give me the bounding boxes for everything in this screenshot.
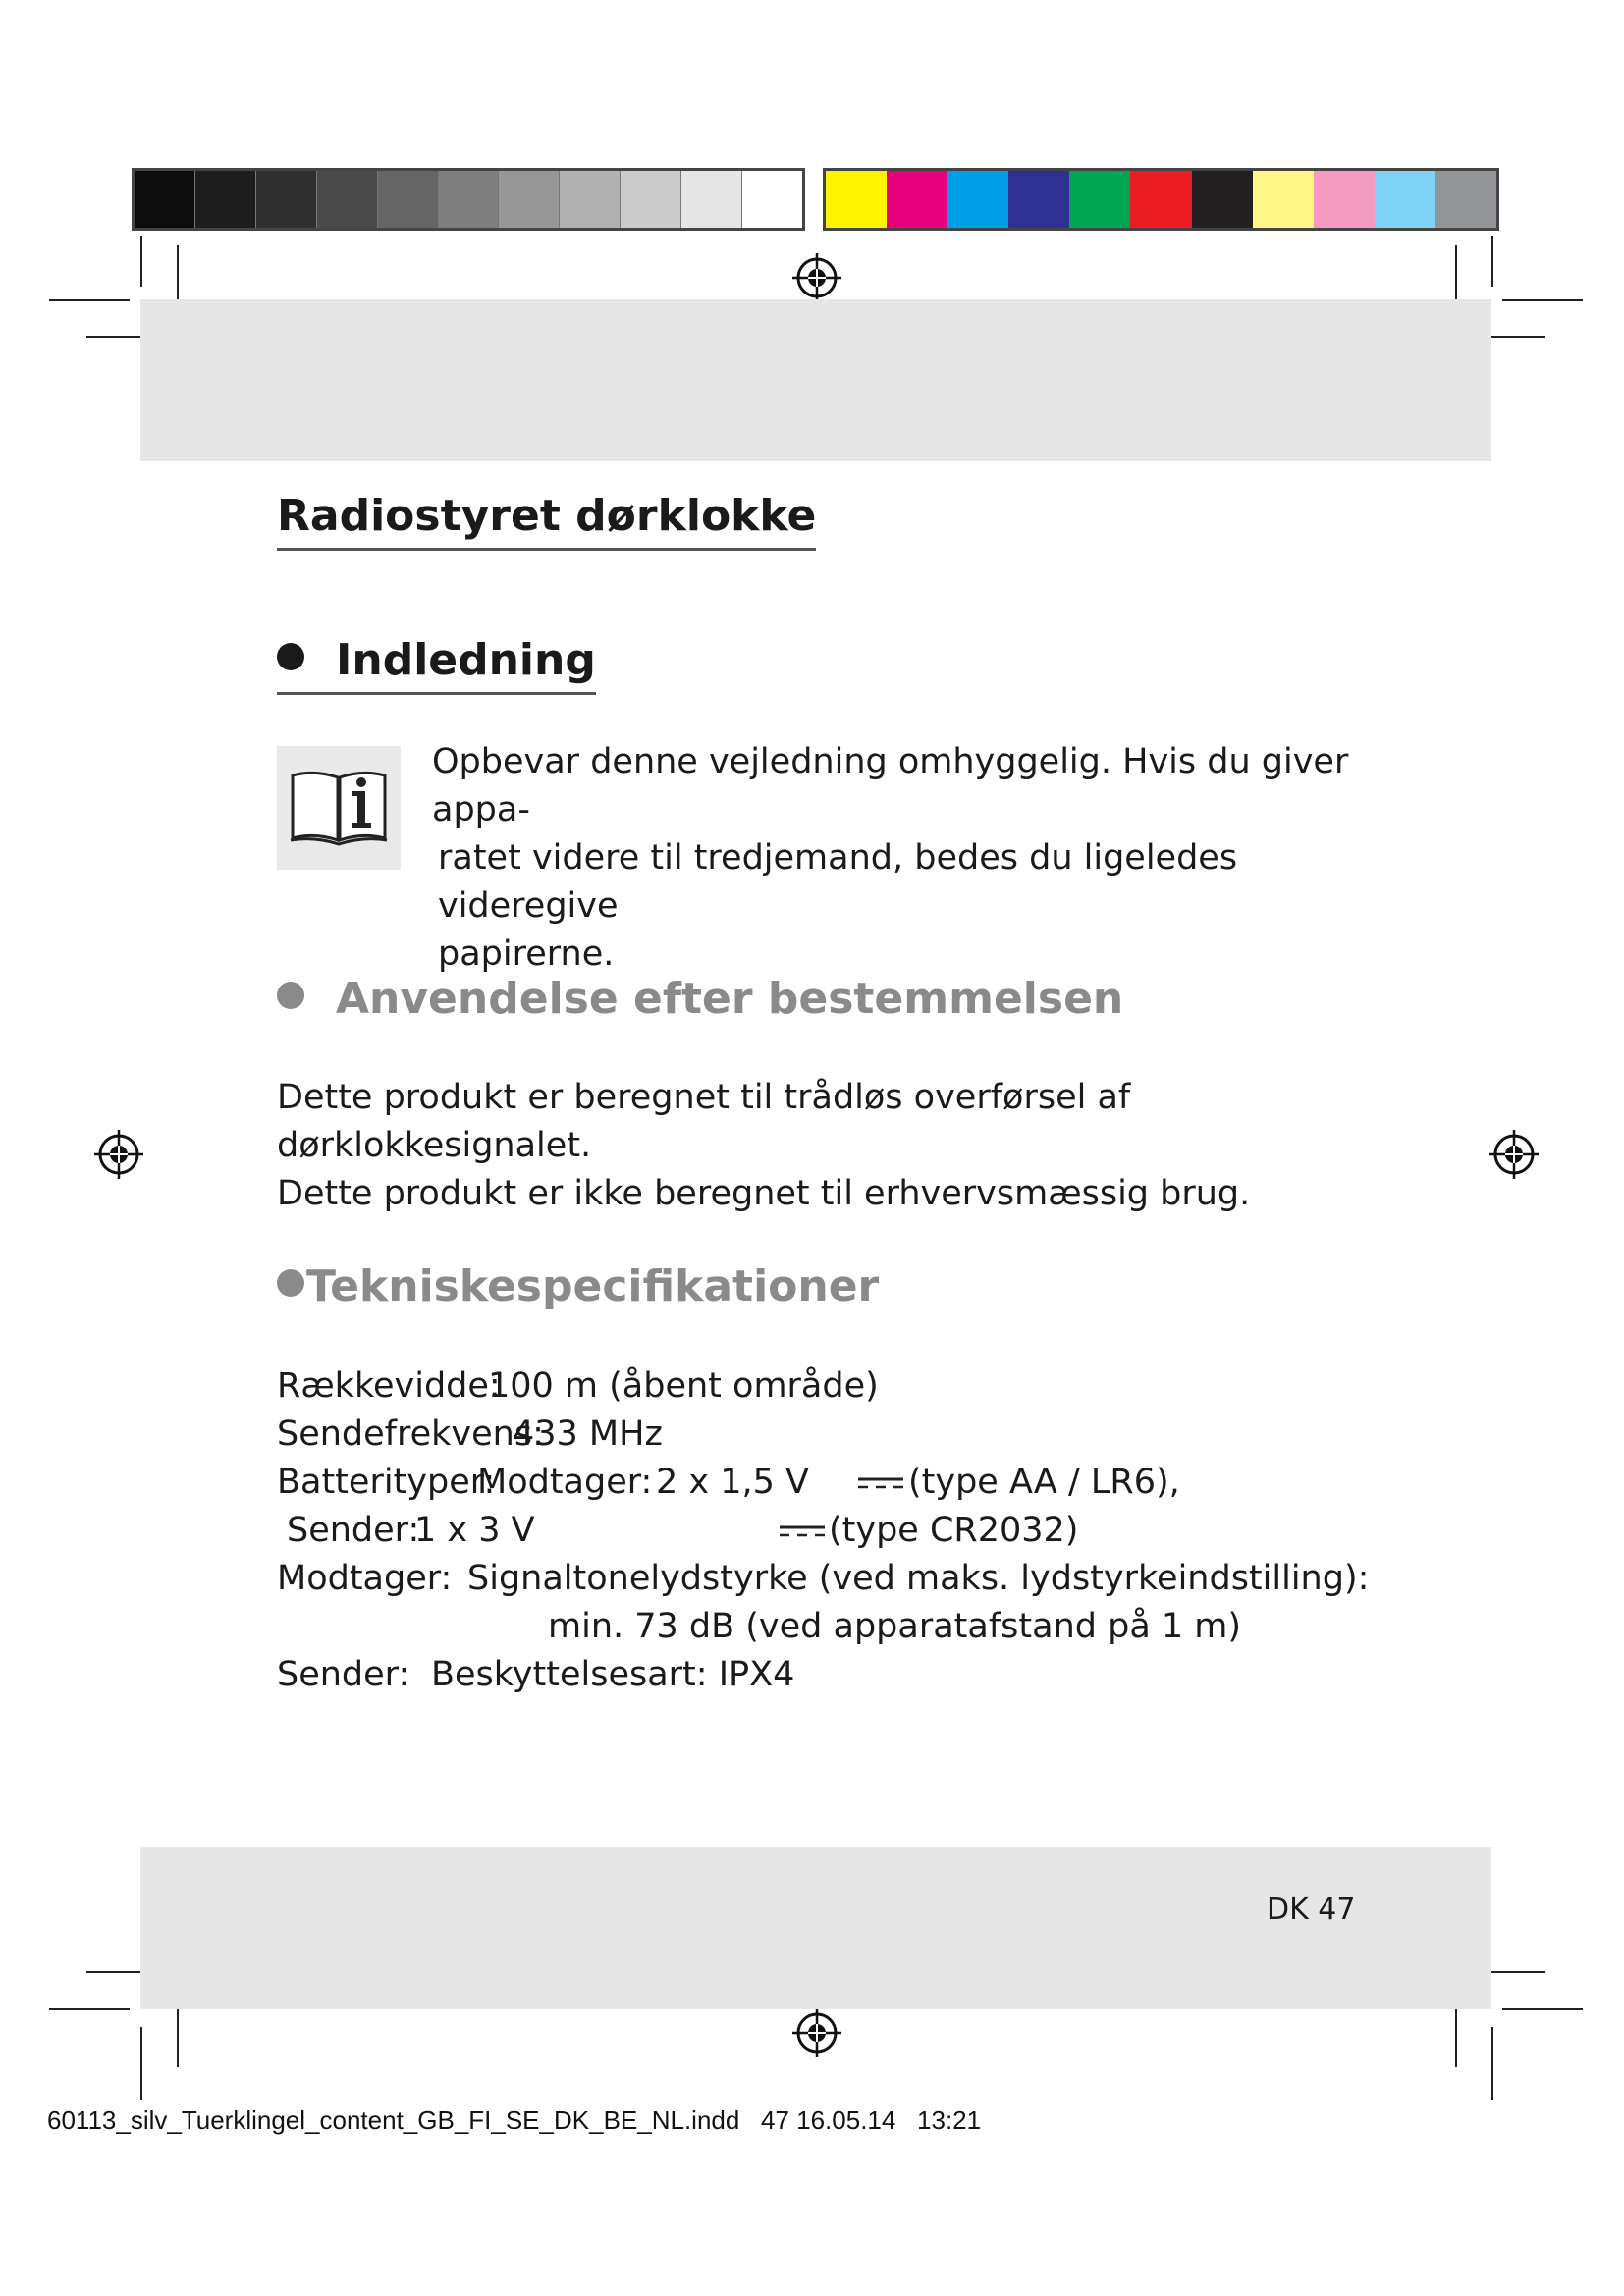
color-swatch — [947, 171, 1008, 228]
spec-sublabel: Modtager: — [477, 1463, 653, 1502]
spec-value: 1 x 3 V — [414, 1511, 535, 1550]
text-line: Dette produkt er ikke beregnet til erhvervsmæssig brug. — [277, 1174, 1251, 1213]
spec-label: Rækkevidde: — [277, 1366, 501, 1406]
crop-mark — [1491, 236, 1493, 287]
spec-value: 433 MHz — [513, 1415, 663, 1454]
color-swatch — [741, 171, 802, 228]
spec-value: 2 x 1,5 V — [656, 1463, 809, 1502]
color-swatch — [498, 171, 559, 228]
color-swatch — [559, 171, 620, 228]
section-heading-usage — [277, 972, 1123, 1027]
intro-paragraph — [432, 738, 1355, 979]
color-swatch — [255, 171, 316, 228]
crop-mark — [49, 2008, 130, 2010]
color-swatch — [620, 171, 680, 228]
text-line: Dette produkt er beregnet til trådløs overførsel af dørklokkesignalet. — [277, 1078, 1131, 1165]
color-swatch — [1008, 171, 1069, 228]
color-swatch — [1130, 171, 1191, 228]
usage-paragraph — [277, 1074, 1406, 1218]
text-line: Opbevar denne vejledning omhyggelig. Hvis du giver appa- — [432, 742, 1349, 829]
section-heading-intro — [277, 633, 596, 695]
color-swatch — [1314, 171, 1375, 228]
color-swatch — [316, 171, 377, 228]
text-line: ratet videre til tredjemand, bedes du ligeledes videregive — [438, 838, 1238, 926]
bullet-icon — [277, 982, 304, 1009]
spec-row-receiver-volume — [277, 1555, 1406, 1603]
spec-row-range — [277, 1362, 1406, 1411]
crop-mark — [177, 2002, 179, 2067]
spec-label: Modtager: — [277, 1559, 453, 1598]
crop-mark — [140, 236, 142, 287]
crop-mark — [49, 299, 130, 301]
registration-mark-icon — [790, 251, 843, 304]
section-heading-intro-label: Indledning — [336, 635, 596, 685]
spec-label: Sendefrekvens: — [277, 1415, 544, 1454]
crop-mark — [140, 2027, 142, 2100]
page-title: Radiostyret dørklokke — [277, 489, 816, 551]
color-control-bar — [823, 168, 1499, 231]
spec-value: Signaltonelydstyrke (ved maks. lydstyrkeindstilling): — [467, 1559, 1370, 1598]
crop-mark — [1491, 2027, 1493, 2100]
color-swatch — [826, 171, 887, 228]
crop-mark — [1455, 2002, 1457, 2067]
color-swatch — [1192, 171, 1253, 228]
section-heading-usage-label: Anvendelse efter bestemmelsen — [336, 974, 1124, 1024]
color-swatch — [1069, 171, 1130, 228]
spec-label: Batterityper: — [277, 1463, 496, 1502]
spec-value: min. 73 dB (ved apparatafstand på 1 m) — [548, 1607, 1242, 1646]
header-band — [140, 299, 1491, 461]
spec-row-battery-sender — [277, 1507, 1406, 1555]
grayscale-control-bar — [132, 168, 805, 231]
section-heading-specs-label: Tekniskespecifikationer — [306, 1261, 880, 1311]
page-number: DK 47 — [1267, 1893, 1356, 1927]
dc-current-icon — [780, 1507, 825, 1555]
text-line: papirerne. — [438, 934, 615, 974]
spec-row-receiver-volume-value — [277, 1603, 1406, 1651]
footer-band — [140, 1847, 1491, 2009]
spec-label: Sender: — [277, 1655, 410, 1694]
crop-mark — [1502, 2008, 1583, 2010]
spec-row-frequency — [277, 1411, 1406, 1459]
registration-mark-icon — [92, 1128, 145, 1181]
spec-value: Beskyttelsesart: IPX4 — [431, 1655, 795, 1694]
section-heading-specs — [277, 1259, 879, 1314]
spec-value: 100 m (åbent område) — [488, 1366, 879, 1406]
dc-current-icon — [858, 1459, 903, 1507]
print-slug: 60113_silv_Tuerklingel_content_GB_FI_SE_DK_BE_NL.indd 47 16.05.14 13:21 — [47, 2106, 982, 2135]
color-swatch — [377, 171, 438, 228]
specs-list — [277, 1362, 1406, 1699]
color-swatch — [194, 171, 255, 228]
bullet-icon — [277, 643, 304, 670]
color-swatch — [887, 171, 947, 228]
spec-sublabel: Sender: — [287, 1511, 420, 1550]
spec-row-battery-receiver — [277, 1459, 1406, 1507]
spec-value: (type CR2032) — [829, 1511, 1079, 1550]
color-swatch — [438, 171, 499, 228]
spec-row-sender-protection — [277, 1651, 1406, 1699]
color-swatch — [1435, 171, 1496, 228]
color-swatch — [1253, 171, 1314, 228]
color-swatch — [680, 171, 741, 228]
info-book-icon — [277, 746, 401, 870]
color-swatch — [1375, 171, 1435, 228]
color-swatch — [135, 171, 194, 228]
registration-mark-icon — [790, 2006, 843, 2059]
spec-value: (type AA / LR6), — [908, 1463, 1180, 1502]
registration-mark-icon — [1488, 1128, 1541, 1181]
bullet-icon — [277, 1269, 304, 1297]
crop-mark — [1502, 299, 1583, 301]
